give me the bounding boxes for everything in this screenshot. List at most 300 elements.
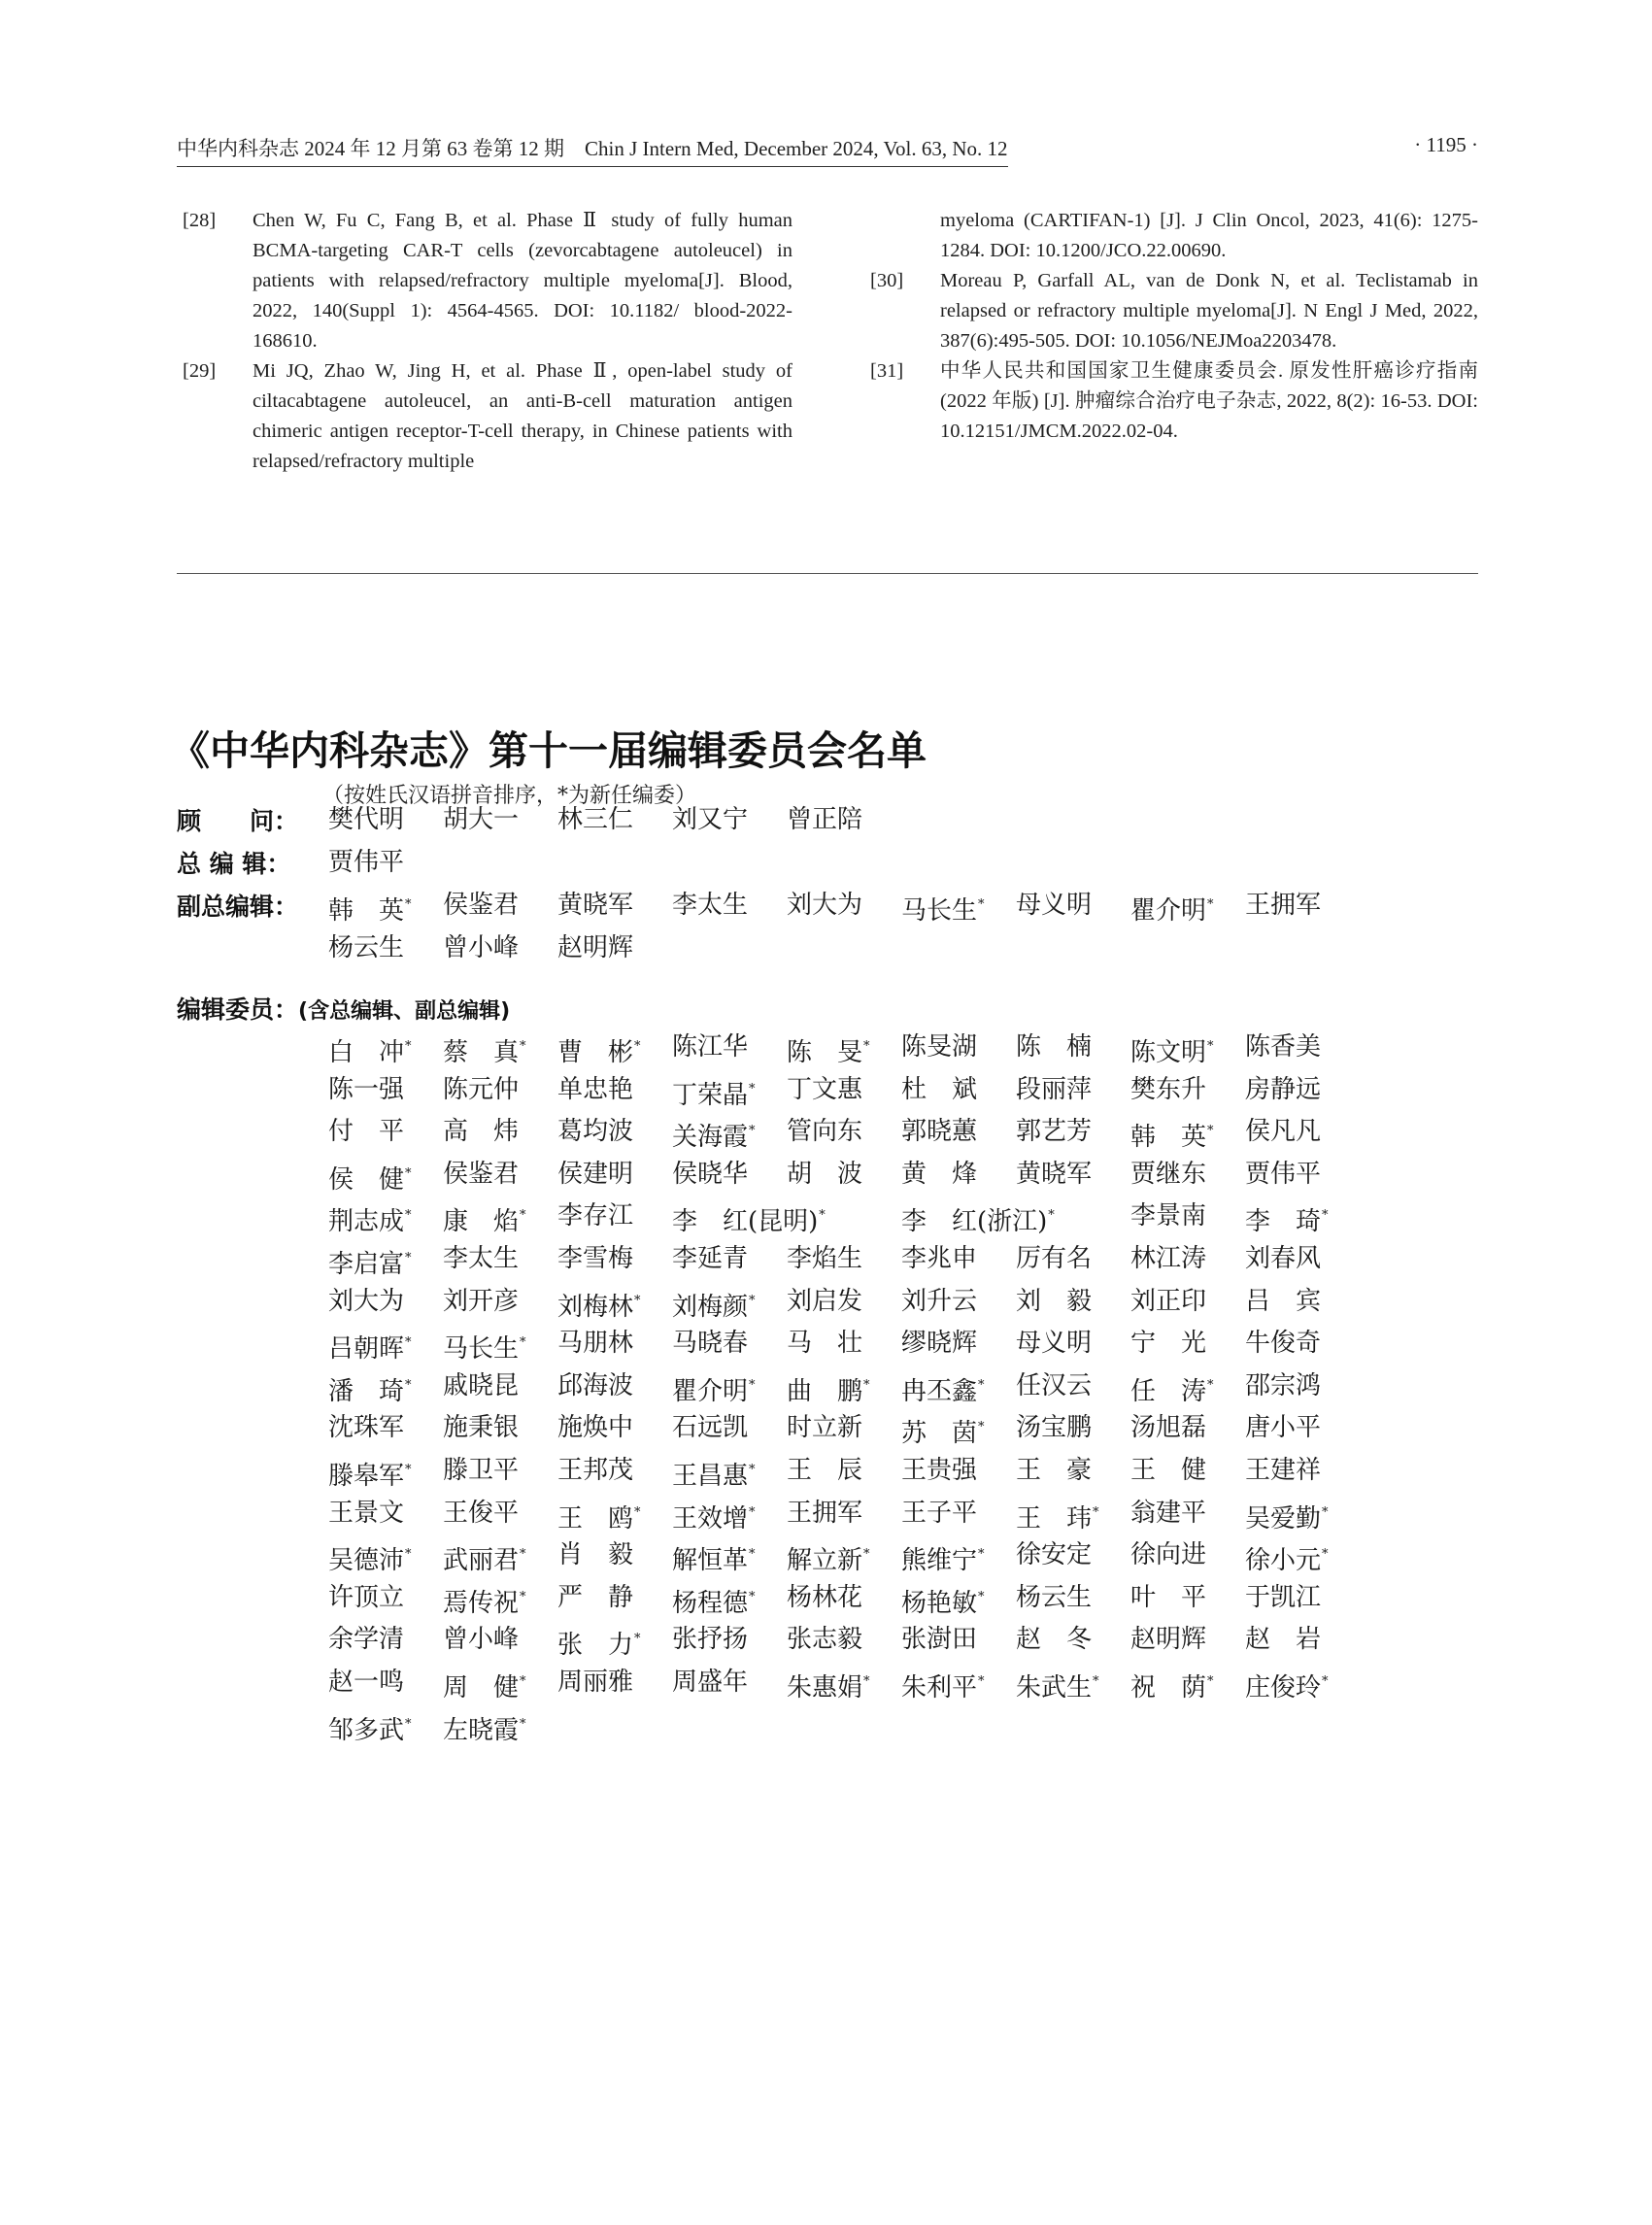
member-name-text: 徐小元: [1245, 1546, 1322, 1576]
board-member-name: [672, 1413, 787, 1456]
reference-number: [30]: [870, 270, 904, 291]
board-member-name: [443, 1540, 557, 1583]
board-member-name: [787, 805, 901, 848]
board-member-name: [1016, 1413, 1130, 1456]
new-member-marker: *: [520, 1716, 526, 1732]
member-name-text: 马 壮: [787, 1329, 863, 1359]
member-name-text: 黄晓军: [1016, 1159, 1093, 1189]
board-member-name: [901, 1583, 1016, 1626]
board-member-name: [787, 891, 901, 933]
member-name-text: 滕皋军: [328, 1461, 405, 1491]
board-member-name: [328, 805, 443, 848]
member-name-text: 王效增: [672, 1503, 749, 1534]
board-member-name: [901, 1117, 1016, 1160]
member-name-text: 李景南: [1130, 1201, 1207, 1231]
board-member-name: [1016, 1160, 1130, 1202]
board-member-name: [1130, 1244, 1245, 1287]
board-member-name: [328, 1329, 443, 1371]
board-member-name: [787, 1075, 901, 1118]
board-member-name: [901, 1160, 1016, 1202]
member-name-text: 王拥军: [787, 1498, 863, 1528]
member-name-text: 解立新: [787, 1546, 863, 1576]
board-member-name: [1130, 1456, 1245, 1499]
member-name-text: 汤宝鹏: [1016, 1413, 1093, 1443]
member-name-text: 王 鸥: [557, 1503, 634, 1534]
reference-number: [31]: [870, 360, 904, 382]
member-name-text: 蔡 真: [443, 1038, 520, 1067]
member-name-text: 张 力: [557, 1631, 634, 1661]
board-member-name: [672, 891, 787, 933]
board-member-name: [557, 1583, 672, 1626]
board-member-name: [443, 891, 557, 933]
member-name-text: 贾继东: [1130, 1159, 1207, 1189]
board-member-name: [1130, 1371, 1245, 1414]
new-member-marker: *: [1093, 1504, 1099, 1520]
chief-editor-names: [328, 848, 1474, 891]
board-member-name: [1016, 1287, 1130, 1330]
new-member-marker: *: [978, 1673, 985, 1689]
member-name-text: 解恒革: [672, 1546, 749, 1576]
member-name-text: 陈 旻: [787, 1038, 863, 1067]
board-member-name: [328, 1668, 443, 1710]
member-name-text: 刘大为: [328, 1286, 405, 1316]
board-member-name: [443, 1499, 557, 1541]
new-member-marker: *: [520, 1208, 526, 1224]
board-member-name: [787, 1117, 901, 1160]
new-member-marker: *: [405, 1547, 412, 1563]
member-name-text: 李太生: [443, 1243, 520, 1273]
member-name-text: 邹多武: [328, 1715, 405, 1745]
reference-text: Moreau P, Garfall AL, van de Donk N, et al. Teclistamab in relapsed or refractory multiple myeloma[J]. N Engl J Med, 2022, 387(6):495-505. DOI: 10.1056/NEJMoa2203478.: [940, 270, 1478, 352]
member-name-text: 杨林花: [787, 1582, 863, 1612]
member-name-text: 樊代明: [328, 805, 405, 834]
board-member-name: [1016, 1668, 1130, 1710]
board-member-name: [443, 1160, 557, 1202]
board-member-name: [787, 1032, 901, 1075]
member-name-text: 曾正陪: [787, 805, 863, 834]
member-name-text: 石远凯: [672, 1413, 749, 1443]
board-member-name: [1245, 1456, 1360, 1499]
member-name-text: 黄 烽: [901, 1159, 978, 1189]
board-member-name: [557, 1329, 672, 1371]
board-member-name: [672, 1201, 901, 1244]
board-member-name: [901, 1499, 1016, 1541]
member-name-text: 刘大为: [787, 891, 863, 920]
member-name-text: 庄俊玲: [1245, 1672, 1322, 1702]
new-member-marker: *: [1207, 1124, 1214, 1139]
reference-number: [29]: [183, 360, 217, 382]
board-member-name: [328, 1583, 443, 1626]
member-name-text: 严 静: [557, 1582, 634, 1612]
board-member-name: [1130, 1032, 1245, 1075]
member-name-text: 李太生: [672, 891, 749, 920]
member-name-text: 王昌惠: [672, 1461, 749, 1491]
member-name-text: 吕 宾: [1245, 1286, 1322, 1316]
deputy-editors-names: [328, 891, 1474, 975]
board-member-name: [1130, 1625, 1245, 1668]
board-member-name: [787, 1371, 901, 1414]
member-name-text: 赵明辉: [1130, 1625, 1207, 1655]
member-name-text: 牛俊奇: [1245, 1329, 1322, 1359]
board-member-name: [672, 1075, 787, 1118]
member-name-text: 王 辰: [787, 1455, 863, 1485]
new-member-marker: *: [978, 1377, 985, 1393]
board-member-name: [328, 1710, 443, 1753]
member-name-text: 陈一强: [328, 1074, 405, 1104]
member-name-text: 曾小峰: [443, 932, 520, 962]
member-name-text: 刘又宁: [672, 805, 749, 834]
member-name-text: 杨程德: [672, 1588, 749, 1618]
member-name-text: 潘 琦: [328, 1376, 405, 1406]
board-member-name: [1130, 1413, 1245, 1456]
board-member-name: [328, 1287, 443, 1330]
board-member-name: [1016, 1499, 1130, 1541]
member-name-text: 张澍田: [901, 1625, 978, 1655]
new-member-marker: *: [1207, 897, 1214, 912]
new-member-marker: *: [405, 1208, 412, 1224]
member-name-text: 房静远: [1245, 1074, 1322, 1104]
member-name-text: 赵 冬: [1016, 1625, 1093, 1655]
member-name-text: 马长生: [443, 1334, 520, 1365]
member-name-text: 李焰生: [787, 1243, 863, 1273]
new-member-marker: *: [405, 1335, 412, 1351]
board-member-name: [1245, 1499, 1360, 1541]
member-name-text: 侯凡凡: [1245, 1117, 1322, 1147]
member-name-text: 肖 毅: [557, 1540, 634, 1570]
new-member-marker: *: [1207, 1673, 1214, 1689]
board-member-name: [1130, 1117, 1245, 1160]
board-member-name: [1130, 1329, 1245, 1371]
board-member-name: [557, 1499, 672, 1541]
board-member-name: [787, 1540, 901, 1583]
board-member-name: [672, 1287, 787, 1330]
board-member-name: [1245, 1075, 1360, 1118]
new-member-marker: *: [1207, 1039, 1214, 1054]
member-name-text: 刘春风: [1245, 1243, 1322, 1273]
member-name-text: 赵 岩: [1245, 1625, 1322, 1655]
new-member-marker: *: [1322, 1504, 1329, 1520]
member-name-text: 刘梅林: [557, 1292, 634, 1322]
member-name-text: 侯 健: [328, 1164, 405, 1195]
board-title: 《中华内科杂志》第十一届编辑委员会名单: [170, 727, 927, 774]
member-name-text: 赵明辉: [557, 932, 634, 962]
member-name-text: 李兆申: [901, 1243, 978, 1273]
new-member-marker: *: [405, 1716, 412, 1732]
board-member-name: [787, 1329, 901, 1371]
member-name-text: 杨艳敏: [901, 1588, 978, 1618]
member-name-text: 张志毅: [787, 1625, 863, 1655]
member-name-text: 李 琦: [1245, 1207, 1322, 1237]
members-label-main: 编辑委员：: [177, 995, 299, 1024]
member-name-text: 冉丕鑫: [901, 1376, 978, 1406]
board-member-name: [672, 805, 787, 848]
board-member-name: [557, 1032, 672, 1075]
board-member-name: [1130, 1499, 1245, 1541]
member-name-text: 韩 英: [1130, 1123, 1207, 1153]
member-name-text: 马朋林: [557, 1329, 634, 1359]
board-member-name: [901, 1668, 1016, 1710]
board-member-name: [557, 891, 672, 933]
member-name-text: 刘 毅: [1016, 1286, 1093, 1316]
new-member-marker: *: [819, 1208, 826, 1224]
new-member-marker: *: [405, 1377, 412, 1393]
board-member-name: [1245, 1329, 1360, 1371]
board-member-name: [557, 1456, 672, 1499]
board-member-name: [557, 1160, 672, 1202]
board-member-name: [328, 1075, 443, 1118]
references-right-column: [870, 206, 1478, 447]
new-member-marker: *: [863, 1673, 870, 1689]
member-name-text: 杜 斌: [901, 1074, 978, 1104]
member-name-text: 管向东: [787, 1117, 863, 1147]
board-member-name: [901, 1201, 1130, 1244]
board-member-name: [1016, 1329, 1130, 1371]
member-name-text: 曹 彬: [557, 1038, 634, 1067]
new-member-marker: *: [634, 1039, 641, 1054]
board-member-name: [1245, 1413, 1360, 1456]
board-member-name: [672, 1583, 787, 1626]
reference-text: Chen W, Fu C, Fang B, et al. Phase Ⅱ study of fully human BCMA-targeting CAR-T cells (zevorcabtagene autoleucel) in patients with relapsed/refractory multiple myeloma[J]. Blood, 2022, 140(Suppl 1): 4564-4565. DOI: 10.1182/ blood-2022-168610.: [253, 210, 792, 352]
member-name-text: 杨云生: [1016, 1582, 1093, 1612]
board-member-name: [443, 1032, 557, 1075]
member-name-text: 杨云生: [328, 932, 405, 962]
member-name-text: 王邦茂: [557, 1455, 634, 1485]
reference-entry: [870, 266, 1478, 356]
member-name-text: 左晓霞: [443, 1715, 520, 1745]
new-member-marker: *: [978, 1420, 985, 1435]
board-subtitle: （按姓氏汉语拼音排序，*为新任编委）: [322, 784, 697, 808]
reference-entry: [870, 356, 1478, 447]
member-name-text: 单忠艳: [557, 1074, 634, 1104]
board-member-name: [1245, 891, 1360, 933]
board-member-name: [1016, 1117, 1130, 1160]
board-member-name: [443, 1075, 557, 1118]
member-name-text: 刘梅颜: [672, 1292, 749, 1322]
member-name-text: 马晓春: [672, 1329, 749, 1359]
board-member-name: [901, 1371, 1016, 1414]
board-member-name: [328, 848, 443, 891]
new-member-marker: *: [1322, 1673, 1329, 1689]
member-name-text: 王贵强: [901, 1455, 978, 1485]
board-member-name: [901, 1244, 1016, 1287]
board-member-name: [443, 933, 557, 976]
new-member-marker: *: [1207, 1377, 1214, 1393]
board-member-name: [328, 1032, 443, 1075]
member-name-text: 林三仁: [557, 805, 634, 834]
board-member-name: [328, 1160, 443, 1202]
member-name-text: 任 涛: [1130, 1376, 1207, 1406]
new-member-marker: *: [978, 897, 985, 912]
member-name-text: 荆志成: [328, 1207, 405, 1237]
chief-editor-label: 总 编 辑：: [177, 850, 291, 878]
new-member-marker: *: [749, 1377, 756, 1393]
member-name-text: 沈珠军: [328, 1413, 405, 1443]
member-name-text: 唐小平: [1245, 1413, 1322, 1443]
new-member-marker: *: [749, 1124, 756, 1139]
member-name-text: 白 冲: [328, 1038, 405, 1067]
board-member-name: [1245, 1583, 1360, 1626]
member-name-text: 段丽萍: [1016, 1074, 1093, 1104]
member-name-text: 樊东升: [1130, 1074, 1207, 1104]
board-member-name: [557, 1625, 672, 1668]
member-name-text: 王子平: [901, 1498, 978, 1528]
board-member-name: [901, 1287, 1016, 1330]
member-name-text: 刘启发: [787, 1286, 863, 1316]
board-member-name: [443, 1287, 557, 1330]
new-member-marker: *: [520, 1673, 526, 1689]
board-member-name: [557, 1244, 672, 1287]
board-member-name: [443, 1117, 557, 1160]
new-member-marker: *: [749, 1462, 756, 1477]
board-member-name: [787, 1456, 901, 1499]
new-member-marker: *: [978, 1547, 985, 1563]
board-member-name: [1016, 1583, 1130, 1626]
new-member-marker: *: [634, 1632, 641, 1647]
new-member-marker: *: [863, 1377, 870, 1393]
board-member-name: [1245, 1160, 1360, 1202]
member-name-text: 邱海波: [557, 1370, 634, 1400]
new-member-marker: *: [749, 1504, 756, 1520]
board-member-name: [787, 1287, 901, 1330]
board-member-name: [557, 1540, 672, 1583]
member-name-text: 刘开彦: [443, 1286, 520, 1316]
new-member-marker: *: [405, 1165, 412, 1181]
member-name-text: 侯建明: [557, 1159, 634, 1189]
board-member-name: [443, 1201, 557, 1244]
board-member-name: [672, 1456, 787, 1499]
board-member-name: [1016, 1456, 1130, 1499]
member-name-text: 施秉银: [443, 1413, 520, 1443]
member-name-text: 陈旻湖: [901, 1032, 978, 1062]
member-name-text: 许顶立: [328, 1582, 405, 1612]
board-member-name: [557, 805, 672, 848]
references-left-column: [183, 206, 792, 477]
member-name-text: 侯鉴君: [443, 891, 520, 920]
board-member-name: [1016, 891, 1130, 933]
board-member-name: [557, 1201, 672, 1244]
reference-text: Mi JQ, Zhao W, Jing H, et al. Phase Ⅱ, open-label study of ciltacabtagene autoleucel, an anti-B-cell maturation antigen chimeric antigen receptor-T-cell therapy, in Chinese patients with relapsed/refractory multiple: [253, 360, 792, 472]
new-member-marker: *: [978, 1589, 985, 1604]
board-member-name: [1245, 1117, 1360, 1160]
member-name-text: 缪晓辉: [901, 1329, 978, 1359]
board-member-name: [1016, 1371, 1130, 1414]
board-member-name: [1245, 1625, 1360, 1668]
members-label-note: (含总编辑、副总编辑): [298, 999, 511, 1024]
board-member-name: [443, 1456, 557, 1499]
member-name-text: 贾伟平: [328, 848, 405, 877]
board-member-name: [557, 1371, 672, 1414]
board-member-name: [672, 1329, 787, 1371]
member-name-text: 武丽君: [443, 1546, 520, 1576]
new-member-marker: *: [405, 1039, 412, 1054]
member-name-text: 徐向进: [1130, 1540, 1207, 1570]
member-name-text: 任汉云: [1016, 1370, 1093, 1400]
member-name-text: 熊维宁: [901, 1546, 978, 1576]
member-name-text: 林江涛: [1130, 1243, 1207, 1273]
board-member-name: [901, 1456, 1016, 1499]
member-name-text: 祝 荫: [1130, 1672, 1207, 1702]
board-member-name: [672, 1625, 787, 1668]
member-name-text: 黄晓军: [557, 891, 634, 920]
new-member-marker: *: [749, 1293, 756, 1308]
board-member-name: [443, 1710, 557, 1753]
member-name-text: 邵宗鸿: [1245, 1370, 1322, 1400]
board-member-name: [787, 1413, 901, 1456]
members-names: [328, 1032, 1474, 1752]
member-name-text: 马长生: [901, 896, 978, 926]
member-name-text: 王景文: [328, 1498, 405, 1528]
board-member-name: [443, 1625, 557, 1668]
advisors-names: [328, 805, 1474, 848]
new-member-marker: *: [520, 1589, 526, 1604]
member-name-text: 付 平: [328, 1117, 405, 1147]
member-name-text: 郭晓蕙: [901, 1117, 978, 1147]
member-name-text: 戚晓昆: [443, 1370, 520, 1400]
member-name-text: 周盛年: [672, 1667, 749, 1697]
board-member-name: [557, 1287, 672, 1330]
board-member-name: [672, 1117, 787, 1160]
member-name-text: 汤旭磊: [1130, 1413, 1207, 1443]
board-member-name: [901, 1032, 1016, 1075]
new-member-marker: *: [520, 1547, 526, 1563]
section-divider: [177, 573, 1478, 574]
page-number: · 1195 ·: [1414, 133, 1478, 156]
board-member-name: [1245, 1668, 1360, 1710]
journal-citation-line: 中华内科杂志 2024 年 12 月第 63 卷第 12 期 Chin J Intern Med, December 2024, Vol. 63, No. 12: [177, 133, 1008, 167]
member-name-text: 吕朝晖: [328, 1334, 405, 1365]
member-name-text: 丁荣晶: [672, 1080, 749, 1110]
member-name-text: 朱利平: [901, 1672, 978, 1702]
board-member-name: [901, 1329, 1016, 1371]
board-member-name: [1245, 1540, 1360, 1583]
member-name-text: 李存江: [557, 1201, 634, 1231]
member-name-text: 苏 茵: [901, 1419, 978, 1449]
new-member-marker: *: [520, 1039, 526, 1054]
new-member-marker: *: [863, 1039, 870, 1054]
board-member-name: [787, 1583, 901, 1626]
member-name-text: 陈香美: [1245, 1032, 1322, 1062]
board-member-name: [901, 1540, 1016, 1583]
member-name-text: 瞿介明: [1130, 896, 1207, 926]
member-name-text: 朱惠娟: [787, 1672, 863, 1702]
board-member-name: [1130, 1075, 1245, 1118]
new-member-marker: *: [1322, 1208, 1329, 1224]
member-name-text: 李雪梅: [557, 1243, 634, 1273]
board-member-name: [787, 1160, 901, 1202]
member-name-text: 于凯江: [1245, 1582, 1322, 1612]
board-member-name: [557, 1413, 672, 1456]
board-member-name: [328, 1625, 443, 1668]
board-member-name: [443, 1244, 557, 1287]
member-name-text: 叶 平: [1130, 1582, 1207, 1612]
board-member-name: [443, 805, 557, 848]
new-member-marker: *: [634, 1504, 641, 1520]
reference-number: [28]: [183, 210, 217, 231]
board-member-name: [1016, 1625, 1130, 1668]
board-member-name: [443, 1329, 557, 1371]
board-member-name: [787, 1499, 901, 1541]
board-member-name: [1245, 1244, 1360, 1287]
board-member-name: [328, 891, 443, 933]
new-member-marker: *: [863, 1547, 870, 1563]
board-member-name: [901, 1075, 1016, 1118]
member-name-text: 徐安定: [1016, 1540, 1093, 1570]
member-name-text: 吴德沛: [328, 1546, 405, 1576]
board-member-name: [1130, 1160, 1245, 1202]
member-name-text: 康 焰: [443, 1207, 520, 1237]
board-member-name: [901, 891, 1016, 933]
member-name-text: 滕卫平: [443, 1455, 520, 1485]
